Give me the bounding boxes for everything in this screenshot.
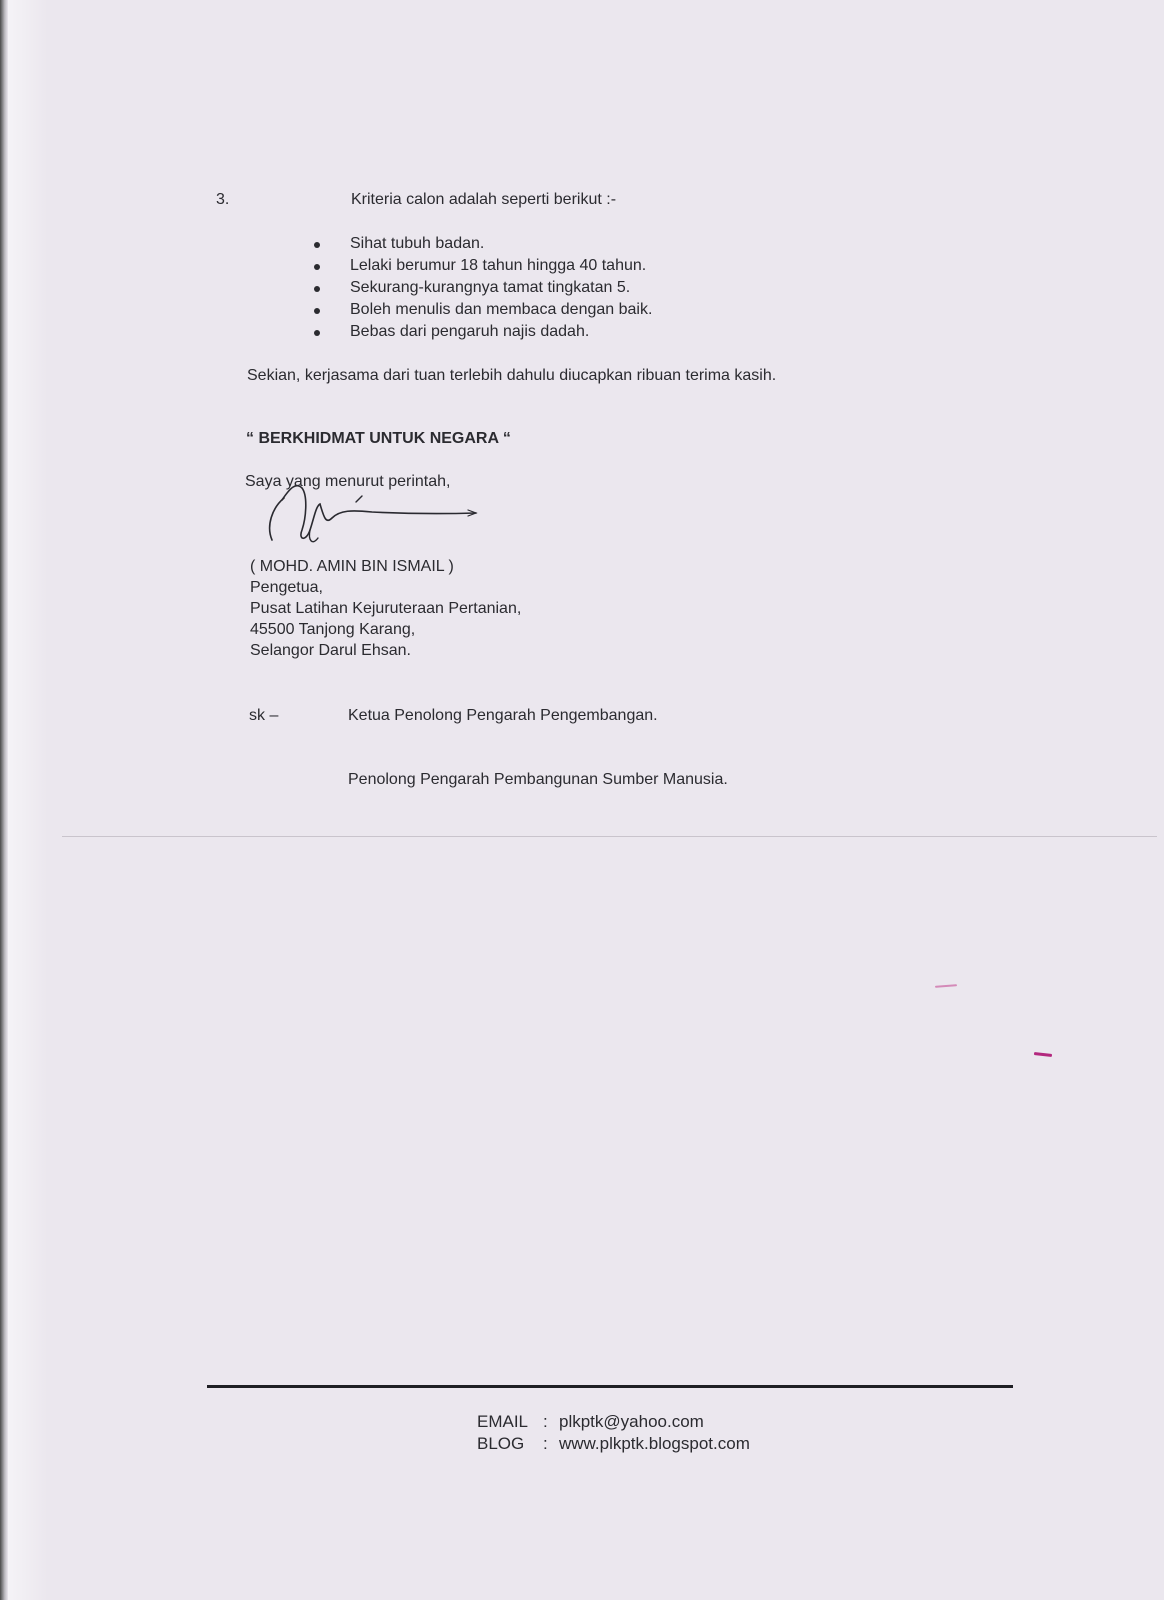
criteria-item [314,233,652,255]
blog-separator: : [543,1434,548,1453]
blog-value: www.plkptk.blogspot.com [559,1434,750,1453]
criteria-item [314,299,652,321]
footer-divider [207,1385,1013,1388]
scan-edge-shadow [0,0,8,1600]
bullet-icon [314,330,320,336]
criteria-item-text: Lelaki berumur 18 tahun hingga 40 tahun. [350,257,647,274]
bullet-icon [314,308,320,314]
criteria-item [314,321,652,343]
signatory-title: Pengetua, [250,579,323,596]
bullet-icon [314,242,320,248]
criteria-item-text: Boleh menulis dan membaca dengan baik. [350,301,653,318]
copy-recipient: Penolong Pengarah Pembangunan Sumber Manusia. [348,771,728,788]
copy-recipient: Ketua Penolong Pengarah Pengembangan. [348,707,658,724]
signatory-block [250,556,521,661]
signatory-organization: Pusat Latihan Kejuruteraan Pertanian, [250,600,522,617]
scan-edge-highlight [8,0,48,1600]
criteria-item [314,255,652,277]
criteria-item-text: Sekurang-kurangnya tamat tingkatan 5. [350,279,631,296]
signatory-name: ( MOHD. AMIN BIN ISMAIL ) [250,558,454,575]
criteria-item-text: Bebas dari pengaruh najis dadah. [350,323,590,340]
motto: “ BERKHIDMAT UNTUK NEGARA “ [246,430,511,447]
sign-off: Saya yang menurut perintah, [245,473,451,490]
paper-fold-line [62,836,1157,837]
blog-label: BLOG [477,1434,525,1453]
bullet-icon [314,286,320,292]
email-label: EMAIL [477,1412,529,1431]
signatory-state: Selangor Darul Ehsan. [250,642,411,659]
section-intro: Kriteria calon adalah seperti berikut :- [351,191,617,208]
email-value: plkptk@yahoo.com [559,1412,704,1431]
ink-speck [935,984,957,988]
ink-speck [1034,1052,1052,1057]
criteria-list [314,233,652,343]
criteria-item [314,277,652,299]
signatory-address: 45500 Tanjong Karang, [250,621,416,638]
section-number: 3. [216,191,230,208]
handwritten-signature [262,478,482,558]
bullet-icon [314,264,320,270]
criteria-item-text: Sihat tubuh badan. [350,235,485,252]
email-separator: : [543,1412,548,1431]
closing-sentence: Sekian, kerjasama dari tuan terlebih dahulu diucapkan ribuan terima kasih. [247,367,777,384]
copies-label: sk – [249,707,279,724]
